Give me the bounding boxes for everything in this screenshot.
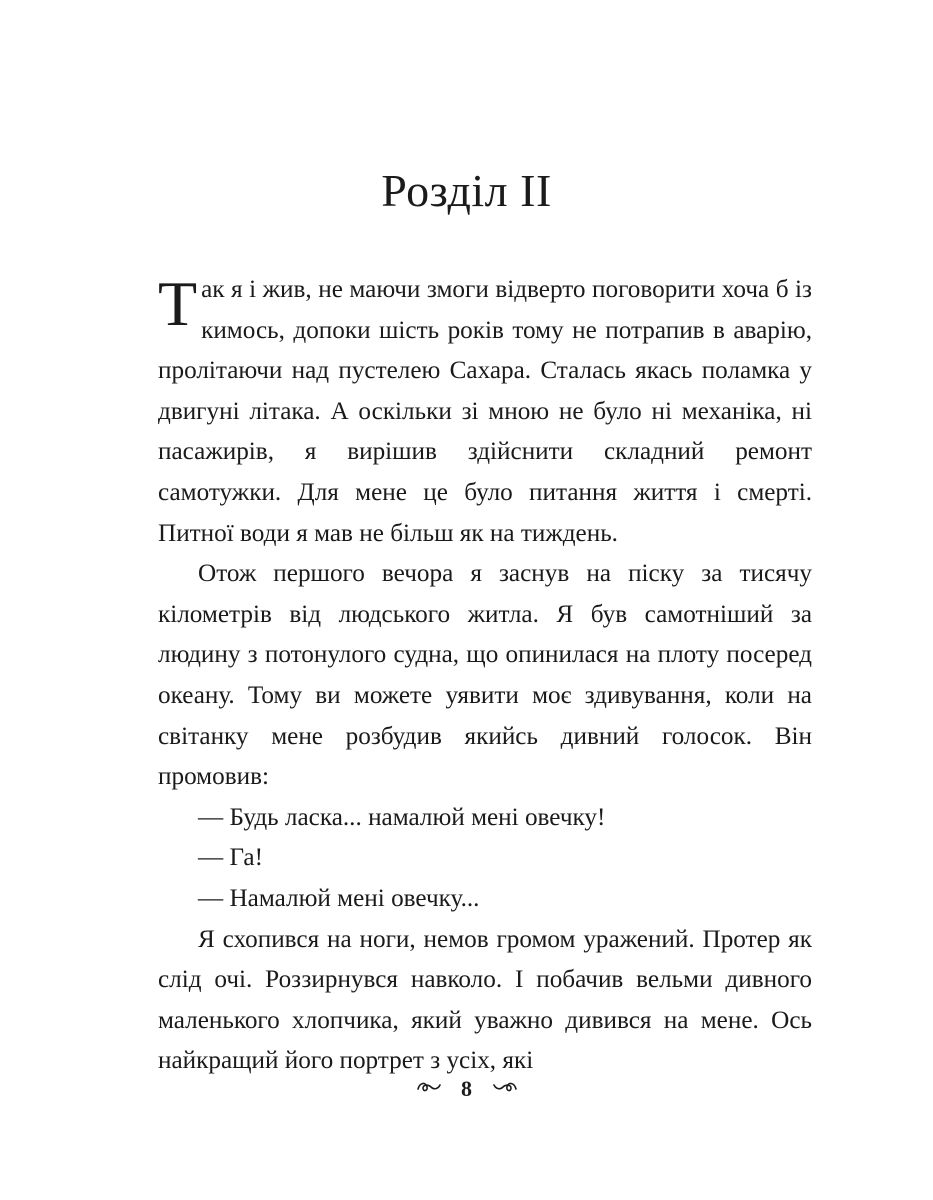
dialogue-line-2: — Га! <box>198 844 263 872</box>
chapter-body <box>158 270 812 1082</box>
ornament-right-icon <box>492 1077 518 1100</box>
chapter-title: Розділ II <box>381 165 552 216</box>
dialogue-line-1: — Будь ласка... намалюй мені овечку! <box>198 803 606 831</box>
dialogue-line-3: — Намалюй мені овечку... <box>198 884 480 912</box>
page-footer <box>0 1074 933 1102</box>
paragraph-3: Я схопився на ноги, немов громом уражений. Протер як слід очі. Роззирнувся навколо. І побачив вельми дивного маленького хлопчика, який уважно дивився на мене. Ось найкращий його портрет з усіх, які <box>158 925 812 1075</box>
ornament-left-icon <box>416 1077 442 1100</box>
page-number: 8 <box>461 1075 472 1101</box>
paragraph-1-text: ак я і жив, не маючи змоги відверто поговорити хоча б із кимось, допоки шість років тому не потрапив в аварію, пролітаючи над пустелею Сахара. Сталась якась поламка у двигуні літака. А оскільки зі мною не було ні механіка, ні пасажирів, я вирішив здійснити складний ремонт самотужки. Для мене це було питання життя і смерті. Питної води я мав не більш як на тиждень. <box>158 276 812 547</box>
paragraph-2: Отож першого вечора я заснув на піску за тисячу кілометрів від людського житла. Я був самотніший за людину з потонулого судна, що опинилася на плоту посеред океану. Тому ви можете уявити моє здивування, коли на світанку мене розбудив якийсь дивний голосок. Він промовив: <box>158 560 812 791</box>
drop-cap: Т <box>158 268 198 339</box>
paragraph-1 <box>158 270 812 554</box>
